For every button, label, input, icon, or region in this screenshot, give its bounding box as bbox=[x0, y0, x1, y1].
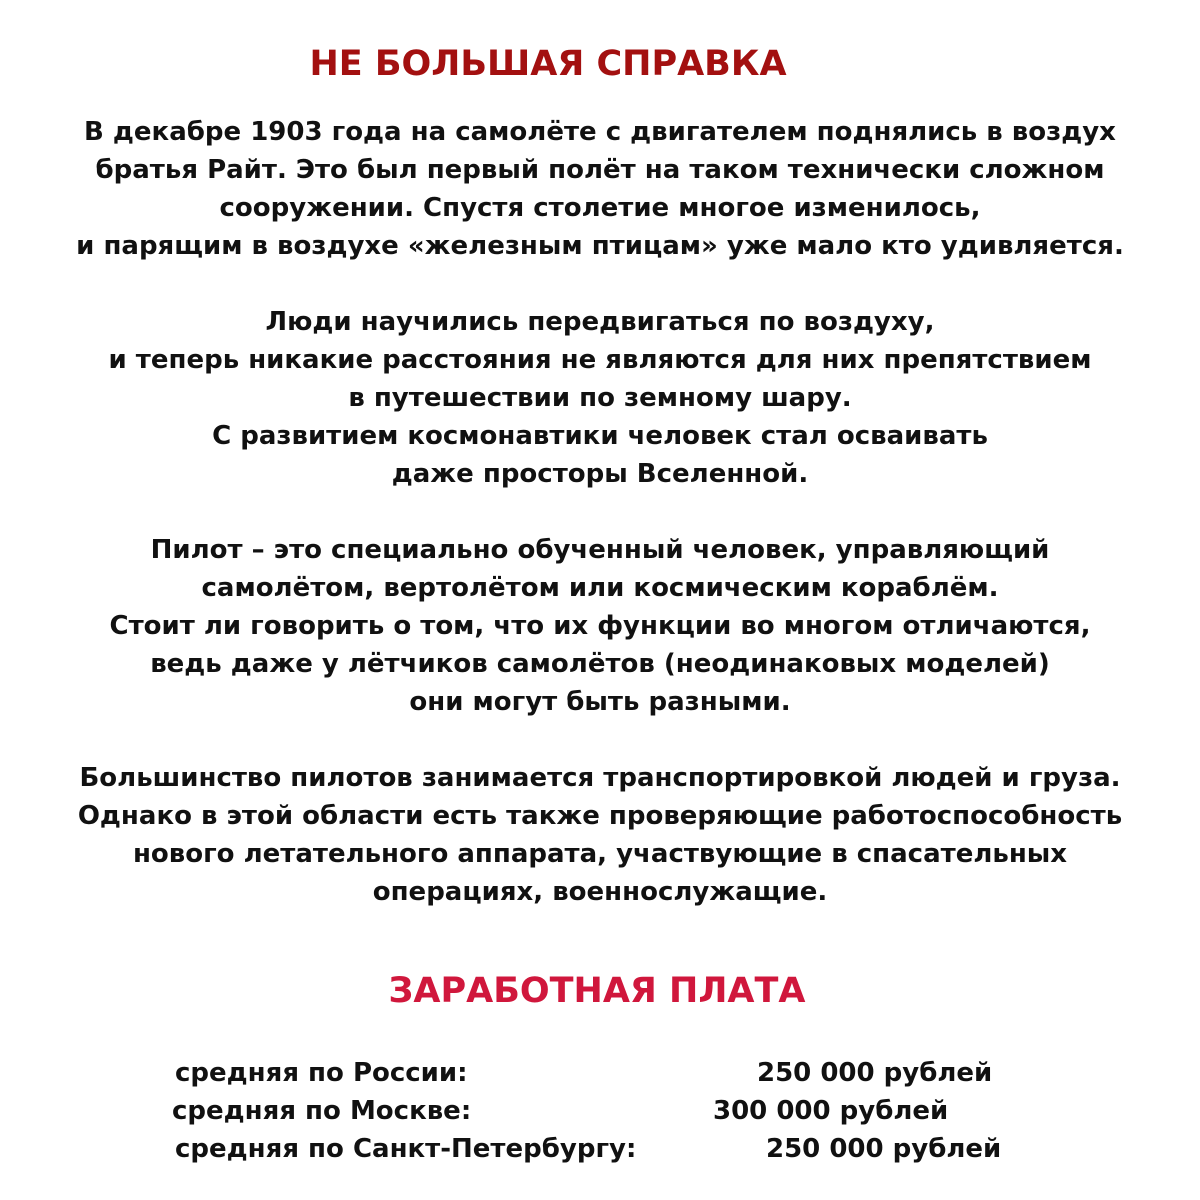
text-line: и теперь никакие расстояния не являются для них препятствием bbox=[108, 345, 1092, 375]
salary-value: 300 000 рублей bbox=[713, 1096, 949, 1126]
text-line: ведь даже у лётчиков самолётов (неодинаковых моделей) bbox=[150, 649, 1050, 679]
salary-label: средняя по Санкт-Петербургу: bbox=[175, 1134, 637, 1164]
text-line: Пилот – это специально обученный человек, управляющий bbox=[150, 535, 1050, 565]
text-line: в путешествии по земному шару. bbox=[348, 383, 852, 413]
text-line: братья Райт. Это был первый полёт на таком технически сложном bbox=[95, 155, 1105, 185]
text-line: С развитием космонавтики человек стал осваивать bbox=[212, 421, 988, 451]
salary-label: средняя по Москве: bbox=[172, 1096, 472, 1126]
text-line: Люди научились передвигаться по воздуху, bbox=[265, 307, 935, 337]
text-line: нового летательного аппарата, участвующие в спасательных bbox=[132, 839, 1068, 869]
page-title: НЕ БОЛЬШАЯ СПРАВКА bbox=[309, 44, 787, 84]
text-line: самолётом, вертолётом или космическим кораблём. bbox=[201, 573, 999, 603]
text-line: Большинство пилотов занимается транспортировкой людей и груза. bbox=[79, 763, 1121, 793]
text-line: они могут быть разными. bbox=[409, 687, 791, 717]
salary-value: 250 000 рублей bbox=[757, 1058, 993, 1088]
salary-value: 250 000 рублей bbox=[766, 1134, 1002, 1164]
text-line: даже просторы Вселенной. bbox=[391, 459, 809, 489]
salary-label: средняя по России: bbox=[175, 1058, 468, 1088]
text-line: операциях, военнослужащие. bbox=[372, 877, 828, 907]
text-line: сооружении. Спустя столетие многое изменилось, bbox=[219, 193, 981, 223]
text-line: Однако в этой области есть также проверяющие работоспособность bbox=[77, 801, 1123, 831]
text-line: В декабре 1903 года на самолёте с двигателем поднялись в воздух bbox=[84, 117, 1116, 147]
text-line: и парящим в воздухе «железным птицам» уже мало кто удивляется. bbox=[76, 231, 1124, 261]
text-line: Стоит ли говорить о том, что их функции во многом отличаются, bbox=[109, 611, 1091, 641]
salary-heading: ЗАРАБОТНАЯ ПЛАТА bbox=[388, 971, 806, 1011]
